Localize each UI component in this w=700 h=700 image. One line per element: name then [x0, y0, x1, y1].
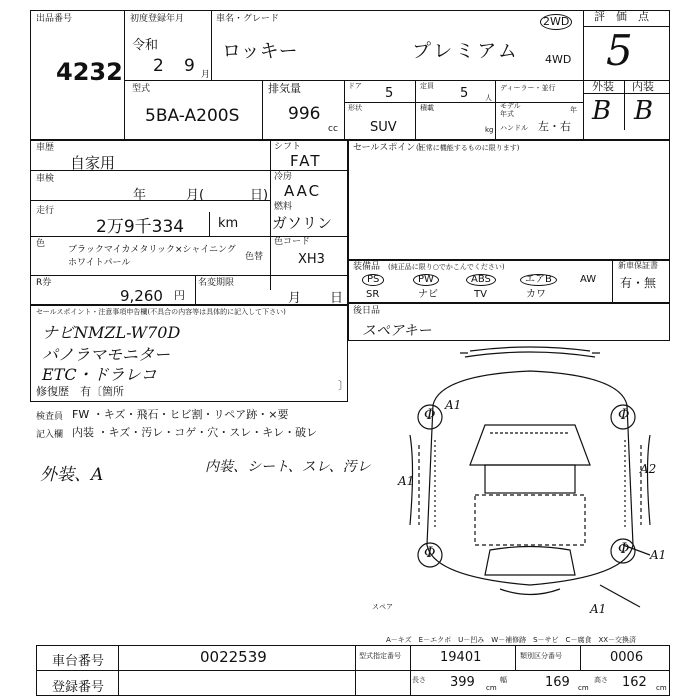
equip-navi: ナビ [418, 289, 438, 300]
equip-airbag: エアB [520, 274, 557, 286]
model-name: ロッキー [222, 40, 298, 62]
displacement: 996 [288, 104, 321, 124]
length: 399 [450, 675, 475, 690]
color-code: XH3 [298, 252, 325, 267]
height-label: 高さ [594, 676, 608, 684]
mark-a2-right: A2 [640, 462, 657, 476]
meigi-day: 日 [330, 291, 344, 306]
month-unit: 月 [201, 70, 211, 80]
equip-abs: ABS [466, 274, 496, 286]
height-unit: cm [656, 684, 667, 692]
fuel-label: 燃料 [274, 202, 293, 212]
spare-label: スペア [372, 603, 393, 611]
equipment-note: (純正品に限り○でかこんでください) [388, 263, 505, 271]
lot-number: 4232 [56, 58, 123, 86]
warranty: 有・無 [620, 276, 657, 290]
yen-unit: 円 [174, 289, 185, 302]
notes-line-1: ナビNMZL-W70D [42, 323, 181, 342]
inspector-label: 検査員 [36, 412, 64, 422]
inspector-int: 内装 ・キズ・汚レ・コゲ・穴・スレ・キレ・破レ [72, 426, 318, 439]
reg-number-label: 登録番号 [52, 680, 105, 695]
mark-a1-rear-right: A1 [650, 548, 667, 562]
width: 169 [545, 675, 570, 690]
mark-a1-left: A1 [398, 474, 415, 488]
type-no: 19401 [440, 650, 482, 665]
ext-label: 外装 [592, 80, 614, 93]
handle: 左・右 [538, 120, 571, 133]
sales-point-note: (正常に機能するものに限ります) [416, 144, 520, 152]
lot-label: 出品番号 [36, 14, 73, 24]
usage-label: 車歴 [36, 143, 55, 153]
fuel: ガソリン [272, 214, 333, 232]
mileage: 2万9千334 [96, 217, 185, 237]
handwriting-ext: 外装、A [40, 465, 104, 485]
equip-pw: PW [413, 274, 439, 286]
type-no-label: 型式指定番号 [359, 652, 401, 660]
shaken-day: 日) [250, 188, 269, 203]
chassis-label: 車台番号 [52, 654, 105, 669]
grade: プレミアム [412, 40, 520, 62]
handle-label: ハンドル [500, 124, 528, 132]
equip-leather: カワ [526, 289, 546, 300]
door-label: ドア [348, 82, 362, 90]
shaken-month: 月( [186, 188, 205, 203]
katashiki: 5BA-A200S [145, 106, 240, 126]
meigi-label: 名変期限 [198, 278, 235, 288]
notes-header: セールスポイント・注意事項申告欄(不具合の内容等は具体的に記入して下さい) [36, 308, 286, 316]
displacement-label: 排気量 [268, 82, 301, 95]
header-section [30, 10, 670, 140]
equip-ps: PS [362, 274, 384, 286]
reg-year: 2 [153, 56, 164, 76]
recycle: 9,260 [120, 287, 163, 305]
year-unit: 年 [570, 106, 577, 114]
equip-tv: TV [474, 289, 487, 300]
color-label: 色 [36, 239, 46, 249]
width-label: 幅 [500, 676, 507, 684]
cc-unit: cc [328, 124, 338, 134]
color: ブラックマイカメタリック×シャイニングホワイトパール [68, 245, 236, 268]
int-label: 内装 [632, 80, 654, 93]
dealer-label: ディーラー・並行 [500, 84, 556, 92]
chassis-number: 0022539 [200, 648, 267, 666]
sales-point-label: セールスポイント [353, 143, 425, 153]
width-unit: cm [578, 684, 589, 692]
person-unit: 人 [485, 94, 492, 102]
class-no: 0006 [610, 650, 644, 665]
capacity: 5 [460, 86, 469, 101]
usage: 自家用 [70, 154, 116, 172]
meigi-month: 月 [288, 291, 302, 306]
length-unit: cm [486, 684, 497, 692]
handwriting-int: 内装、シート、スレ、汚レ [205, 459, 371, 475]
notes-line-2: パノラマモニター [42, 345, 171, 364]
tire-mark-rl: Φ [424, 545, 436, 561]
car-damage-diagram [395, 345, 670, 620]
era: 令和 [132, 38, 159, 53]
color-code-label: 色コード [274, 237, 311, 247]
accessories: スペアキー [362, 323, 432, 339]
drive-2wd: 2WD [540, 14, 572, 30]
accessories-label: 後日品 [353, 306, 381, 316]
class-no-label: 類別区分番号 [520, 652, 562, 660]
score-label: 評 価 点 [594, 10, 649, 23]
tire-mark-fl: Φ [424, 407, 436, 423]
inspector-int-label: 記入欄 [36, 430, 64, 440]
ext-grade: B [592, 96, 612, 126]
shaken-label: 車検 [36, 174, 55, 184]
shift-label: シフト [274, 142, 302, 152]
warranty-label: 新車保証書 [618, 261, 658, 270]
recycle-label: R券 [36, 278, 52, 288]
mark-a1-front-left: A1 [445, 398, 462, 412]
model-label: 車名・グレード [216, 14, 280, 24]
mark-a1-rear: A1 [590, 602, 607, 616]
load-label: 積載 [420, 104, 434, 112]
katashiki-label: 型式 [132, 84, 151, 94]
door: 5 [385, 86, 394, 101]
equip-aw: AW [580, 274, 597, 285]
length-label: 長さ [412, 676, 426, 684]
mileage-label: 走行 [36, 206, 55, 216]
shape-label: 形状 [348, 104, 362, 112]
first-reg-label: 初度登録年月 [130, 14, 185, 24]
height: 162 [622, 675, 647, 690]
repair-close: 〕 [338, 379, 349, 392]
damage-legend: A－キズ E－エクボ U－凹み W－補修跡 S－サビ C－腐食 XX－交換済 [386, 636, 637, 644]
inspector-fw: FW ・キズ・飛石・ヒビ割・リペア跡・×要 [72, 408, 289, 421]
model-year-label: モデル年式 [500, 102, 521, 118]
int-grade: B [634, 96, 654, 126]
repair-history: 修復歴 有〔箇所 [36, 385, 124, 398]
tire-mark-fr: Φ [618, 407, 630, 423]
drive-4wd: 4WD [545, 53, 572, 66]
km-unit: km [218, 216, 239, 231]
ac-label: 冷房 [274, 172, 293, 182]
shape: SUV [370, 120, 397, 135]
ac: AAC [284, 182, 322, 200]
equipment-label: 装備品 [353, 262, 381, 272]
sales-point-section [348, 140, 670, 260]
equip-sr: SR [366, 289, 380, 300]
color-change-label: 色替 [245, 252, 264, 262]
score: 5 [606, 26, 633, 75]
shaken-year: 年 [133, 188, 147, 203]
tire-mark-rr: Φ [618, 541, 630, 557]
shift: FAT [290, 152, 322, 170]
notes-line-3: ETC・ドラレコ [42, 365, 157, 384]
reg-month: 9 [184, 56, 195, 76]
kg-unit: kg [485, 126, 494, 134]
capacity-label: 定員 [420, 82, 434, 90]
